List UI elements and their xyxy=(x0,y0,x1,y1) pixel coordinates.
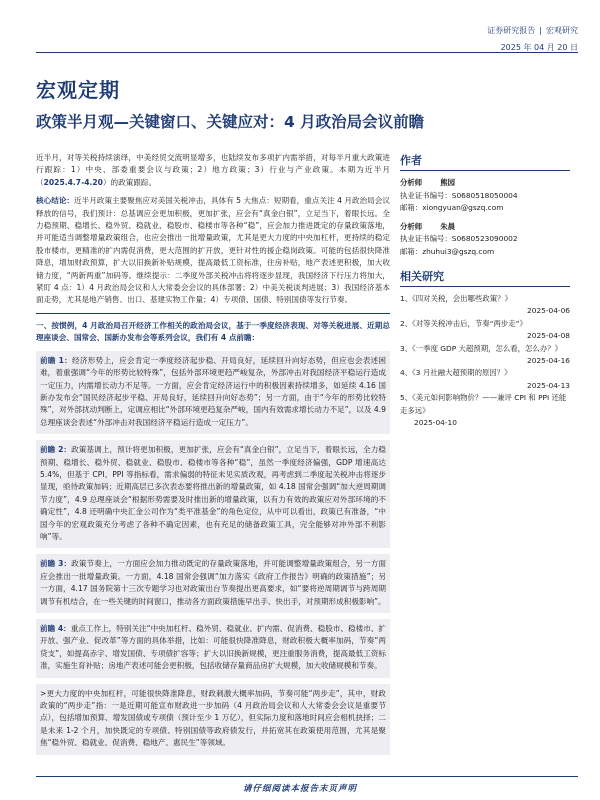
related-item: 3、《一季度 GDP 大超预期，怎么看，怎么办？》 2025-04-16 xyxy=(400,343,570,366)
footer-divider xyxy=(36,776,578,777)
content-divider xyxy=(36,313,390,314)
core-label: 核心结论： xyxy=(36,196,75,206)
report-date: 2025 年 04 月 20 日 xyxy=(500,43,578,52)
author-block: 分析师 朱晨 执业证书编号：S0680523090002 邮箱：zhuhui3@gszq.com xyxy=(400,221,518,256)
sidebar xyxy=(400,152,570,429)
related-heading: 相关研究 xyxy=(400,268,570,287)
author-cert: S0680523090002 xyxy=(451,234,518,243)
forecast-4: 前瞻 4：重点工作上，特别关注“中央加杠杆、稳外贸、稳就业、扩内需、促消费、稳股市、稳楼市、扩开放、强产业、促改革”等方面的具体举措，比如：可能很快降准降息，财政积极大概率加码，节奏“两贷支”，如提高赤字、增发国债、专项债扩容等；扩大以旧换新规模，更注重服务消费，提高最低工资标准，实施生育补贴；房地产表述可能会更积极，包括收储存量商品房扩大规模，加大收储规模和节奏。 xyxy=(36,619,390,678)
main-title: 政策半月观—关键窗口、关键应对：4 月政治局会议前瞻 xyxy=(36,113,425,131)
forecast-2: 前瞻 2：政策基调上，预计将更加积极，更加扩张，应会有“真金白银”，立足当下，着眼长远，全力稳预期、稳增长、稳外贸、稳就业、稳股市、稳楼市等各种“稳”，虽然一季度经济偏强，GDP 增速高达 5.4%，但基于 CPI、PPI 等指标看，需求偏弱的特征未见实质改观，再考虑到二季度起关税冲击将逐步显现，亟待政策加码；近期高层已多次表态要将推出新的增量政策，如 4.18 国常会强调“加大逆周期调节力度”，4.9 总理座谈会“根据形势需要及时推出新的增量政策，以有力有效的政策应对外部环境的不确定性”，4.8 还明确中央汇金公司作为“类平准基金”的角色定位，从中可以看出，政策已有准备，“中国今年的宏观政策充分考虑了各种不确定因素，也有充足的储备政策工具，完全能够对冲外部不利影响”等。 xyxy=(36,440,390,548)
point1-heading: 一、按惯例，4 月政治局召开经济工作相关的政治局会议，基于一季度经济表现、对等关税进展、近期总理座谈会、国常会、国新办发布会等系列会议，我们有 4 点前瞻： xyxy=(36,320,390,343)
header-divider xyxy=(36,52,578,53)
author-email: zhuhui3@gszq.com xyxy=(422,246,495,256)
related-item: 2、《对等关税冲击后，节奏“两步走”》 2025-04-08 xyxy=(400,318,570,341)
author-cert: S0680518050004 xyxy=(451,190,518,200)
forecast-3: 前瞻 3：政策节奏上，一方面应会加力推动既定的存量政策落地，并可能调整增量政策组合，另一方面应会推出一批增量政策。一方面，4.18 国常会强调“加力落实《政府工作报告》明确的政策措施”；另一方面，4.17 国务院第十三次专题学习也对政策出台节奏提出更高要求，如“要将逆周期调节与跨周期调节有机结合，在一些关键的时间窗口，推动各方面政策措施早出手、快出手，对预期形成积极影响”。 xyxy=(36,554,390,613)
summary-box: >更大力度的中央加杠杆，可能很快降准降息，财政刺激大概率加码，节奏可能“两步走”，其中，财政政策的“两步走”指：一是近期可能宣布财政进一步加码（4 月政治局会议和人大常委会会议是重要节点），包括增加预算、增发国债或专项债（预计至少 1 万亿），但实际力度和落地时间应会相机抉择；二是未来 1-2 个月，加快既定的专项债、特别国债等政府债发行，并拓宽其在政策使用范围，尤其是聚焦“稳外贸、稳就业、促消费、稳地产、惠民生”等领域。 xyxy=(36,684,390,755)
related-item: 1、《四对关税，会出哪些政策？》 2025-04-06 xyxy=(400,294,570,316)
footer-disclaimer: 请仔细阅读本报告末页声明 xyxy=(242,784,357,794)
related-item: 5、《美元如何影响物价？——兼评 CPI 和 PPI 还能走多远》 2025-04-10 xyxy=(400,393,567,428)
report-category: 证券研究报告 xyxy=(487,26,536,35)
period: 2025.4.7-4.20 xyxy=(43,177,103,187)
main-column xyxy=(36,152,390,761)
author-email: xiongyuan@gszq.com xyxy=(422,203,504,212)
authors-heading: 作者 xyxy=(400,152,570,171)
report-header: 证券研究报告 | 宏观研究 2025 年 04 月 20 日 xyxy=(487,22,578,56)
author-name: 熊园 xyxy=(440,178,455,187)
forecast-1: 前瞻 1：经济形势上，应会肯定一季度经济起步稳、开局良好，延续回升向好态势，但应也会表述困难，着重强调“今年的形势比较特殊”，包括外部环境更趋严峻复杂，外部冲击对我国经济平稳运行造成一定压力，内需增长动力不足等。一方面，应会肯定经济运行中的积极因素持续增多，如延续 4.16 国新办发布会“国民经济起步平稳、开局良好，延续回升向好态势”；另一方面，由于“今年的形势比较特殊”，对外部扰动判断上，定调应相比“外部环境更趋复杂严峻，国内有效需求增长动力不足”，以及 4.9 总理座谈会表述“外部冲击对我国经济平稳运行造成一定压力”。 xyxy=(36,351,390,434)
author-block: 分析师 熊园 执业证书编号：S0680518050004 邮箱：xiongyuan@gszq.com xyxy=(400,178,518,212)
section-title: 宏观定期 xyxy=(36,78,120,102)
related-item: 4、《3 月社融大超预期的原因？》 2025-04-13 xyxy=(400,368,570,390)
core-text: 近半月政策主要聚焦应对美国关税冲击，具体有 5 大焦点：短期看，重点关注 4 月政治局会议释放的信号，我们预计：总基调应会更加积极，更加扩张，应会有“真金白银”，立足当下，着眼长远。全力稳预期、稳增长、稳外贸、稳就业、稳股市、稳楼市等各种“稳”，应会加力推进既定的存量政策落地，并可能适当调整增量政策组合，也应会推出一批增量政策，尤其是更大力度的中央加杠杆，更持续的稳定股市楼市，更精准的扩内需促消费，更大范围的扩开放，更针对性的援企稳岗政策。可能的包括很快降准降息，增加财政预算，扩大以旧换新补贴规模，提高最低工资标准，住房补贴，地产表述更积极，加大收储力度，“两新两重”加码等。继续提示：二季度外部关税冲击将将逐步显现，我国经济下行压力将加大，紧盯 4 点：1）4 月政治局会议和人大常委会会议的具体部署；2）中美关税谈判进展；3）我国经济基本面走势，尤其是地产销售、出口、基建实物工作量；4）专项债、国债、特别国债等发行节奏。 xyxy=(36,196,390,305)
author-name: 朱晨 xyxy=(440,221,455,231)
core-conclusion xyxy=(36,195,390,307)
intro-paragraph: 近半月，对等关税持续演绎，中美经贸交流明显增多，也陆续发布多项扩内需举措，对每半月重大政策进行跟踪：1）中央、部委重要会议与政策；2）地方政策；3）行业与产业政策。本期为近半月（2025.4.7-4.20）的政策跟踪。 xyxy=(36,153,390,187)
report-type: 宏观研究 xyxy=(546,26,578,35)
